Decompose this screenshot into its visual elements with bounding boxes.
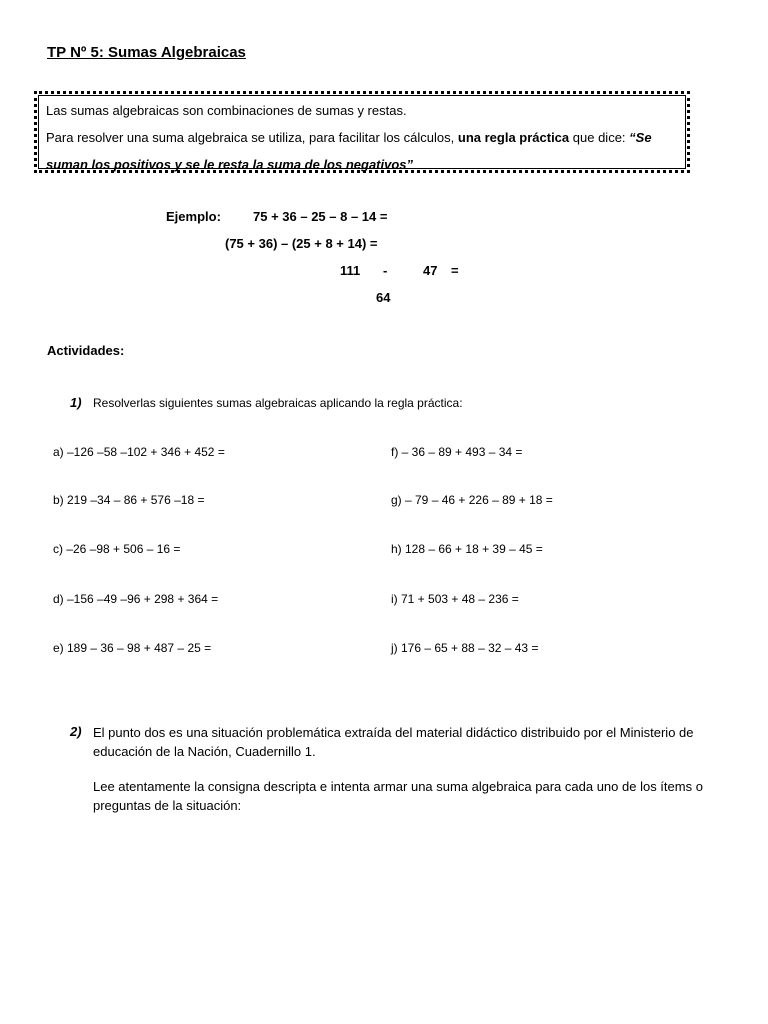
exercise-a: a) –126 –58 –102 + 346 + 452 = <box>53 445 225 459</box>
exercise-c: c) –26 –98 + 506 – 16 = <box>53 542 181 556</box>
example-step-1: 75 + 36 – 25 – 8 – 14 = <box>253 209 388 224</box>
example-step-3-op: - <box>383 263 388 278</box>
rule-quote-start: “Se <box>629 130 652 145</box>
exercise-b: b) 219 –34 – 86 + 576 –18 = <box>53 493 205 507</box>
example-result: 64 <box>376 290 391 305</box>
example-step-2: (75 + 36) – (25 + 8 + 14) = <box>225 236 378 251</box>
activity-2-number: 2) <box>70 724 82 739</box>
rule-quote: suman los positivos y se le resta la suma de los negativos” <box>46 157 414 172</box>
definition-text <box>46 97 694 178</box>
activities-heading: Actividades: <box>47 343 125 358</box>
activity-1-number: 1) <box>70 395 82 410</box>
example-step-3-b: 47 <box>423 263 438 278</box>
activity-1-instruction: Resolverlas siguientes sumas algebraicas aplicando la regla práctica: <box>93 396 463 410</box>
exercise-i: i) 71 + 503 + 48 – 236 = <box>391 592 519 606</box>
definition-line-2-mid: que dice: <box>569 130 630 145</box>
exercise-g: g) – 79 – 46 + 226 – 89 + 18 = <box>391 493 553 507</box>
exercise-j: j) 176 – 65 + 88 – 32 – 43 = <box>391 641 539 655</box>
definition-line-2 <box>46 124 694 151</box>
activity-2-paragraph-1: El punto dos es una situación problemática extraída del material didáctico distribuido por el Ministerio de educación de la Nación, Cuadernillo 1. <box>93 725 694 759</box>
definition-line-3 <box>46 151 694 178</box>
rule-emphasis: una regla práctica <box>457 130 570 145</box>
exercise-f: f) – 36 – 89 + 493 – 34 = <box>391 445 523 459</box>
page-title: TP Nº 5: Sumas Algebraicas <box>47 44 246 61</box>
definition-line-1: Las sumas algebraicas son combinaciones de sumas y restas. <box>46 103 407 118</box>
exercise-d: d) –156 –49 –96 + 298 + 364 = <box>53 592 219 606</box>
example-step-3-a: 111 <box>340 263 361 278</box>
exercise-e: e) 189 – 36 – 98 + 487 – 25 = <box>53 641 212 655</box>
example-step-3-eq: = <box>451 263 459 278</box>
example-label: Ejemplo: <box>166 209 221 224</box>
activity-2-paragraph-2: Lee atentamente la consigna descripta e intenta armar una suma algebraica para cada uno de los ítems o preguntas de la situación: <box>93 779 703 813</box>
definition-line-2-pre: Para resolver una suma algebraica se utiliza, para facilitar los cálculos, <box>46 130 458 145</box>
exercise-h: h) 128 – 66 + 18 + 39 – 45 = <box>391 542 543 556</box>
